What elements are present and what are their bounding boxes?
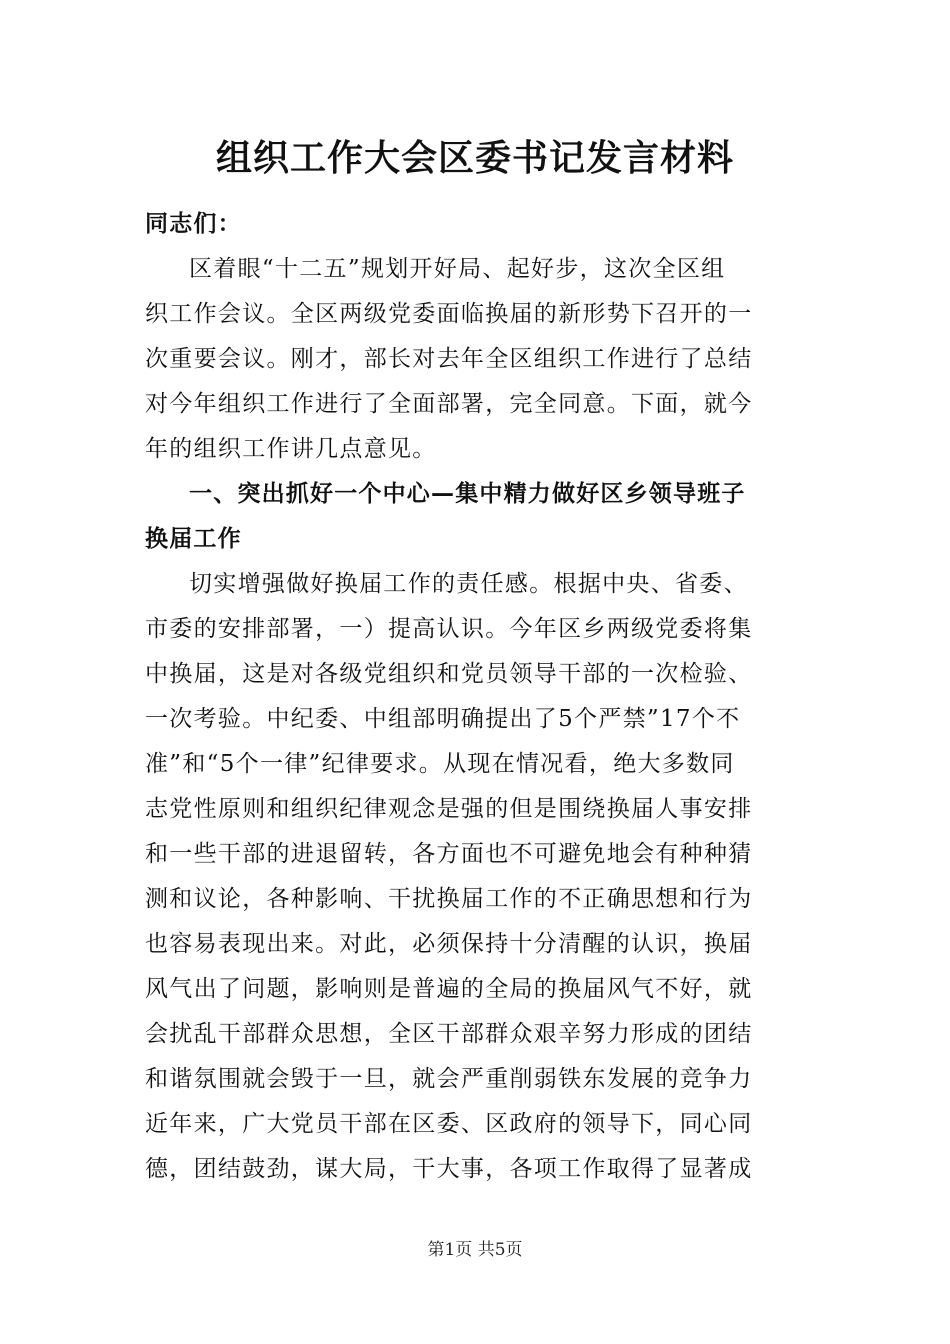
page-footer: 第1页 共5页 [427, 1240, 523, 1260]
paragraph-line: 近年来，广大党员干部在区委、区政府的领导下，同心同 [145, 1111, 753, 1137]
paragraph-line: 次重要会议。刚才，部长对去年全区组织工作进行了总结 [145, 346, 753, 372]
salutation: 同志们： [145, 211, 242, 237]
paragraph-line: 会扰乱干部群众思想，全区干部群众艰辛努力形成的团结 [145, 1021, 753, 1047]
paragraph-line: 和谐氛围就会毁于一旦，就会严重削弱铁东发展的竞争力 [145, 1066, 753, 1092]
section-heading: 换届工作 [145, 526, 242, 552]
paragraph-line: 德，团结鼓劲，谋大局，干大事，各项工作取得了显著成 [145, 1156, 753, 1182]
document-body [145, 202, 805, 1192]
paragraph-line: 测和议论，各种影响、干扰换届工作的不正确思想和行为 [145, 886, 753, 912]
paragraph-line: 中换届，这是对各级党组织和党员领导干部的一次检验、 [145, 661, 753, 687]
paragraph-line: 市委的安排部署，一）提高认识。今年区乡两级党委将集 [145, 616, 753, 642]
section-heading: 一、突出抓好一个中心—集中精力做好区乡领导班子 [189, 481, 746, 507]
paragraph-line: 年的组织工作讲几点意见。 [145, 436, 437, 462]
paragraph-line: 一次考验。中纪委、中组部明确提出了5个严禁”17个不 [145, 706, 741, 732]
paragraph-line: 准”和“5个一律”纪律要求。从现在情况看，绝大多数同 [145, 751, 735, 777]
paragraph-line: 志党性原则和组织纪律观念是强的但是围绕换届人事安排 [145, 796, 753, 822]
paragraph-line: 区着眼“十二五”规划开好局、起好步，这次全区组 [189, 256, 726, 282]
paragraph-line: 也容易表现出来。对此，必须保持十分清醒的认识，换届 [145, 931, 753, 957]
paragraph-line: 切实增强做好换届工作的责任感。根据中央、省委、 [189, 571, 748, 597]
document-title: 组织工作大会区委书记发言材料 [215, 137, 734, 179]
paragraph-line: 对今年组织工作进行了全面部署，完全同意。下面，就今 [145, 391, 753, 417]
paragraph-line: 风气出了问题，影响则是普遍的全局的换届风气不好，就 [145, 976, 753, 1002]
paragraph-line: 和一些干部的进退留转，各方面也不可避免地会有种种猜 [145, 841, 753, 867]
paragraph-line: 织工作会议。全区两级党委面临换届的新形势下召开的一 [145, 301, 753, 327]
